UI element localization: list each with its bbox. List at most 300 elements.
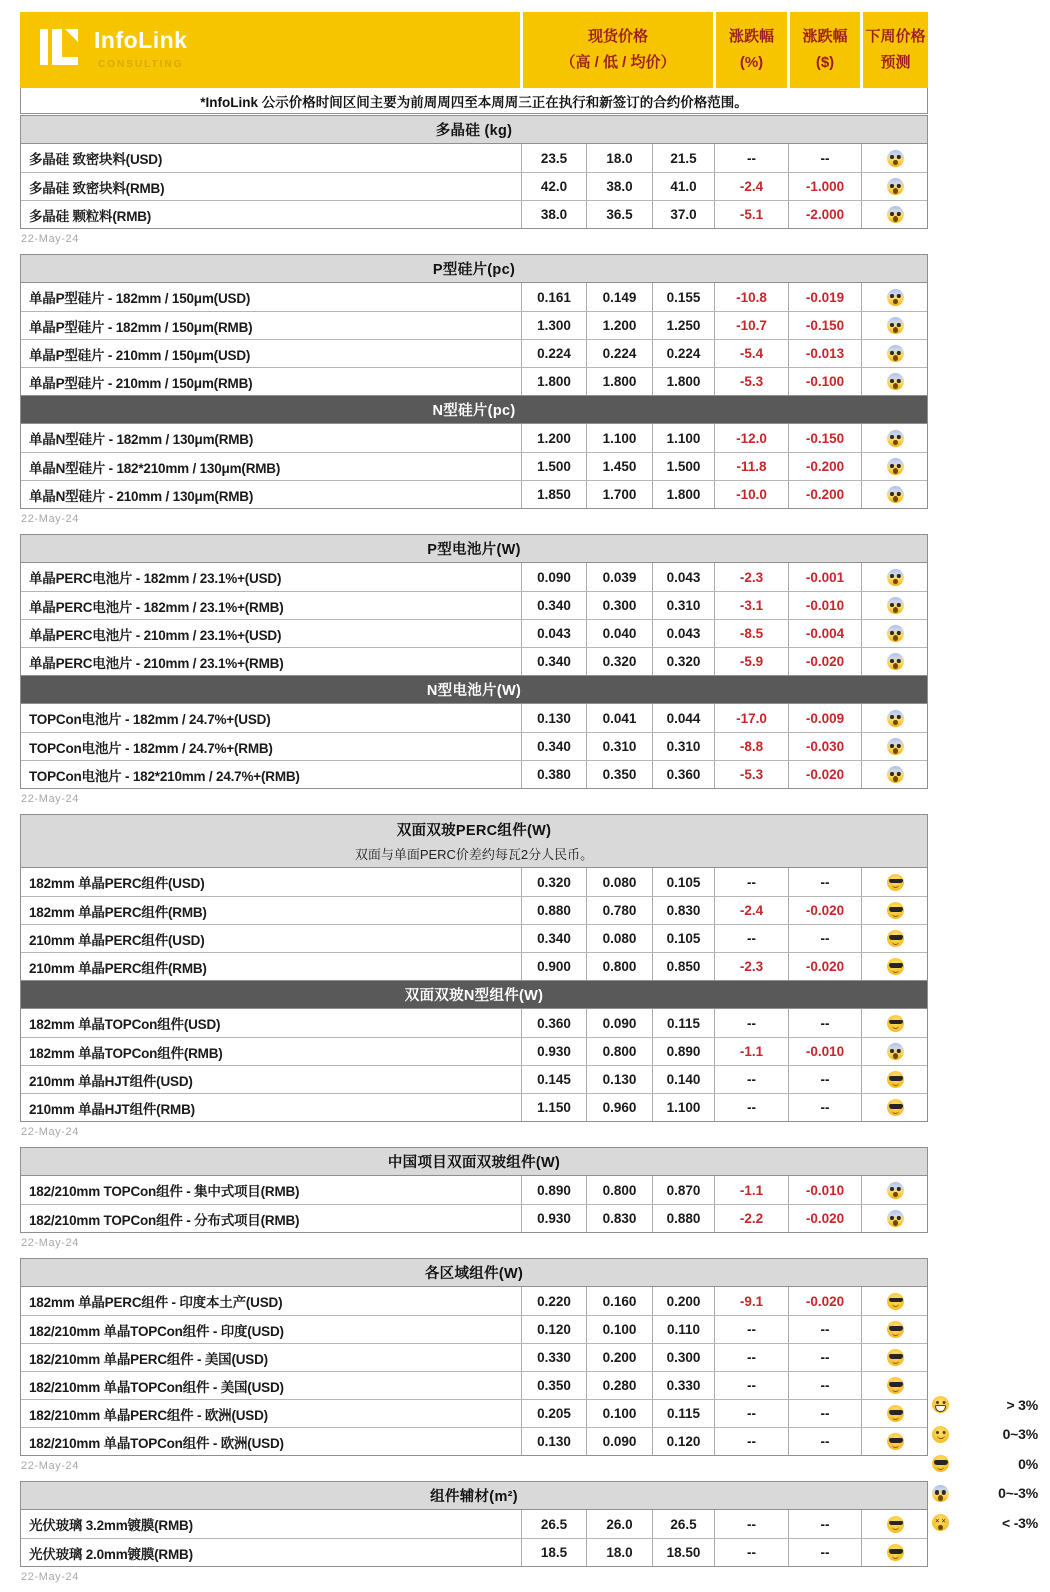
avg-price-cell: 1.800 — [652, 481, 714, 508]
high-price-cell: 0.224 — [521, 340, 586, 367]
forecast-cool-emoji-icon — [887, 930, 904, 947]
high-price-cell: 0.880 — [521, 897, 586, 924]
high-price-cell: 0.340 — [521, 925, 586, 952]
forecast-cool-emoji-icon — [887, 1015, 904, 1032]
forecast-cell — [861, 1287, 929, 1315]
avg-price-cell: 0.300 — [652, 1344, 714, 1371]
forecast-scream-emoji-icon — [887, 317, 904, 334]
high-price-cell: 1.200 — [521, 424, 586, 452]
avg-price-cell: 41.0 — [652, 173, 714, 200]
forecast-scream-emoji-icon — [887, 486, 904, 503]
legend-item — [932, 1420, 1038, 1450]
change-pct-cell: -- — [714, 1344, 788, 1371]
change-abs-cell: -0.001 — [788, 563, 861, 591]
price-report — [20, 12, 928, 1592]
avg-price-cell: 26.5 — [652, 1510, 714, 1538]
low-price-cell: 18.0 — [586, 1539, 652, 1566]
forecast-cell — [861, 925, 929, 952]
avg-price-cell: 0.140 — [652, 1066, 714, 1093]
column-header-forecast — [860, 12, 928, 88]
product-name-cell: 182mm 单晶TOPCon组件(USD) — [29, 1017, 221, 1032]
forecast-scream-emoji-icon — [887, 1210, 904, 1227]
forecast-cell — [861, 1009, 929, 1037]
forecast-cell — [861, 1510, 929, 1538]
forecast-cell — [861, 620, 929, 647]
change-pct-cell: -- — [714, 1510, 788, 1538]
product-name-cell: 182/210mm 单晶PERC组件 - 美国(USD) — [29, 1351, 268, 1367]
table-row — [21, 480, 927, 508]
low-price-cell: 0.090 — [586, 1428, 652, 1455]
low-price-cell: 0.041 — [586, 704, 652, 732]
forecast-label: 下周价格 — [865, 27, 926, 45]
change-abs-cell: -0.010 — [788, 1038, 861, 1065]
change-abs-cell: -- — [788, 1510, 861, 1538]
product-name-cell: TOPCon电池片 - 182mm / 24.7%+(USD) — [29, 712, 271, 727]
high-price-cell: 0.205 — [521, 1400, 586, 1427]
change-abs-cell: -0.020 — [788, 648, 861, 675]
high-price-cell: 0.340 — [521, 648, 586, 675]
brand-name: InfoLink — [94, 27, 188, 53]
low-price-cell: 0.350 — [586, 761, 652, 788]
low-price-cell: 1.100 — [586, 424, 652, 452]
change-pct-cell: -- — [714, 1400, 788, 1427]
change-pct-cell: -2.3 — [714, 953, 788, 980]
avg-price-cell: 1.100 — [652, 1094, 714, 1121]
table-row — [21, 452, 927, 480]
low-price-cell: 0.300 — [586, 592, 652, 619]
product-name-cell: 182mm 单晶PERC组件 - 印度本土产(USD) — [29, 1295, 283, 1310]
avg-price-cell: 0.043 — [652, 620, 714, 647]
table-row — [21, 1399, 927, 1427]
high-price-cell: 0.145 — [521, 1066, 586, 1093]
date-stamp: 22-May-24 — [21, 1460, 79, 1472]
forecast-cell — [861, 1038, 929, 1065]
change-abs-cell: -- — [788, 1344, 861, 1371]
table-row — [21, 591, 927, 619]
forecast-cell — [861, 1539, 929, 1566]
high-price-cell: 0.130 — [521, 704, 586, 732]
change-abs-cell: -0.200 — [788, 481, 861, 508]
section-header — [21, 980, 927, 1009]
forecast-cell — [861, 897, 929, 924]
high-price-cell: 0.900 — [521, 953, 586, 980]
change-pct-cell: -8.5 — [714, 620, 788, 647]
product-name-cell: 182mm 单晶PERC组件(USD) — [29, 876, 205, 891]
forecast-cool-emoji-icon — [887, 874, 904, 891]
change-abs-cell: -0.150 — [788, 424, 861, 452]
high-price-cell: 1.850 — [521, 481, 586, 508]
change-pct-cell: -2.3 — [714, 563, 788, 591]
change-abs-cell: -- — [788, 1539, 861, 1566]
masthead — [20, 12, 928, 88]
section-title: P型硅片(pc) — [432, 262, 516, 278]
change-pct-cell: -17.0 — [714, 704, 788, 732]
change-pct-cell: -8.8 — [714, 733, 788, 760]
table-row — [21, 1427, 927, 1455]
section-title: 中国项目双面双玻组件(W) — [387, 1155, 561, 1171]
table-row — [21, 647, 927, 675]
forecast-scream-emoji-icon — [887, 653, 904, 670]
high-price-cell: 0.120 — [521, 1316, 586, 1343]
change-abs-cell: -0.010 — [788, 592, 861, 619]
avg-price-cell: 0.890 — [652, 1038, 714, 1065]
forecast-cell — [861, 868, 929, 896]
forecast-cool-emoji-icon — [887, 1544, 904, 1561]
change-pct-cell: -1.1 — [714, 1176, 788, 1204]
table-row — [21, 563, 927, 591]
product-name-cell: 182/210mm 单晶TOPCon组件 - 印度(USD) — [29, 1323, 284, 1339]
forecast-cell — [861, 1066, 929, 1093]
logo-cell — [20, 12, 520, 88]
section-header — [21, 395, 927, 424]
price-note: *InfoLink 公示价格时间区间主要为前周周四至本周周三正在执行和新签订的合约价格范围。 — [20, 88, 928, 114]
section-title: N型硅片(pc) — [432, 403, 516, 419]
change-abs-cell: -- — [788, 868, 861, 896]
section-title: 多晶硅 (kg) — [435, 123, 513, 139]
low-price-cell: 0.800 — [586, 1038, 652, 1065]
change-abs-cell: -1.000 — [788, 173, 861, 200]
forecast-scream-emoji-icon — [887, 150, 904, 167]
section-header — [21, 675, 927, 704]
date-stamp: 22-May-24 — [21, 1571, 79, 1583]
table-row — [21, 424, 927, 452]
change-pct-cell: -5.4 — [714, 340, 788, 367]
change-pct-cell: -2.4 — [714, 897, 788, 924]
legend-item — [932, 1508, 1038, 1538]
forecast-cool-emoji-icon — [887, 1071, 904, 1088]
forecast-cell — [861, 1176, 929, 1204]
product-name-cell: TOPCon电池片 - 182*210mm / 24.7%+(RMB) — [29, 768, 300, 784]
change-abs-cell: -0.200 — [788, 453, 861, 480]
price-section — [21, 1482, 927, 1566]
change-abs-cell: -0.150 — [788, 312, 861, 339]
change-pct-label: 涨跌幅 — [728, 27, 774, 45]
change-pct-cell: -- — [714, 1316, 788, 1343]
product-name-cell: TOPCon电池片 - 182mm / 24.7%+(RMB) — [29, 740, 273, 756]
product-name-cell: 单晶PERC电池片 - 210mm / 23.1%+(RMB) — [29, 655, 284, 671]
change-pct-cell: -3.1 — [714, 592, 788, 619]
date-stamp: 22-May-24 — [21, 233, 79, 245]
product-name-cell: 182/210mm 单晶PERC组件 - 欧洲(USD) — [29, 1407, 268, 1423]
high-price-cell: 42.0 — [521, 173, 586, 200]
high-price-cell: 0.340 — [521, 733, 586, 760]
forecast-cell — [861, 1344, 929, 1371]
avg-price-cell: 0.105 — [652, 925, 714, 952]
spot-price-sublabel: （高 / 低 / 均价） — [560, 54, 676, 71]
forecast-cell — [861, 173, 929, 200]
high-price-cell: 1.800 — [521, 368, 586, 395]
change-pct-cell: -10.8 — [714, 283, 788, 311]
table-row — [21, 868, 927, 896]
table-row — [21, 952, 927, 980]
change-abs-cell: -0.030 — [788, 733, 861, 760]
low-price-cell: 0.130 — [586, 1066, 652, 1093]
forecast-cell — [861, 953, 929, 980]
change-abs-cell: -0.020 — [788, 1287, 861, 1315]
legend-label: > 3% — [1006, 1396, 1038, 1413]
change-pct-cell: -10.0 — [714, 481, 788, 508]
price-section — [21, 980, 927, 1121]
product-name-cell: 单晶P型硅片 - 210mm / 150μm(RMB) — [29, 375, 253, 391]
forecast-scream-emoji-icon — [887, 1043, 904, 1060]
low-price-cell: 0.280 — [586, 1372, 652, 1399]
forecast-cool-emoji-icon — [887, 1099, 904, 1116]
table-row — [21, 1510, 927, 1538]
low-price-cell: 0.830 — [586, 1205, 652, 1232]
forecast-cell — [861, 648, 929, 675]
change-pct-cell: -- — [714, 1009, 788, 1037]
date-stamp: 22-May-24 — [21, 513, 79, 525]
high-price-cell: 0.130 — [521, 1428, 586, 1455]
section-title: P型电池片(W) — [427, 542, 521, 558]
legend-item — [932, 1390, 1038, 1420]
low-price-cell: 38.0 — [586, 173, 652, 200]
forecast-cool-emoji-icon — [887, 1349, 904, 1366]
legend-label: 0~-3% — [998, 1485, 1038, 1502]
forecast-cell — [861, 340, 929, 367]
product-name-cell: 182/210mm 单晶TOPCon组件 - 欧洲(USD) — [29, 1435, 284, 1451]
high-price-cell: 1.500 — [521, 453, 586, 480]
price-section — [21, 535, 927, 675]
change-abs-cell: -- — [788, 925, 861, 952]
low-price-cell: 0.800 — [586, 953, 652, 980]
price-block — [20, 254, 928, 509]
high-price-cell: 0.161 — [521, 283, 586, 311]
table-row — [21, 1065, 927, 1093]
forecast-scream-emoji-icon — [887, 289, 904, 306]
forecast-cool-emoji-icon — [887, 1405, 904, 1422]
section-subtitle: 双面与单面PERC价差约每瓦2分人民币。 — [354, 847, 594, 862]
low-price-cell: 0.100 — [586, 1400, 652, 1427]
product-name-cell: 多晶硅 颗粒料(RMB) — [29, 208, 152, 224]
product-name-cell: 光伏玻璃 2.0mm镀膜(RMB) — [29, 1546, 193, 1562]
section-title: 双面双玻PERC组件(W) — [396, 823, 552, 839]
change-abs-cell: -0.020 — [788, 953, 861, 980]
change-pct-cell: -- — [714, 1094, 788, 1121]
high-price-cell: 0.330 — [521, 1344, 586, 1371]
change-abs-cell: -2.000 — [788, 201, 861, 228]
avg-price-cell: 0.120 — [652, 1428, 714, 1455]
logo-text — [94, 28, 187, 74]
table-row — [21, 924, 927, 952]
avg-price-cell: 0.880 — [652, 1205, 714, 1232]
product-name-cell: 单晶PERC电池片 - 210mm / 23.1%+(USD) — [29, 627, 282, 643]
legend-item — [932, 1479, 1038, 1509]
forecast-scream-emoji-icon — [887, 178, 904, 195]
avg-price-cell: 0.850 — [652, 953, 714, 980]
forecast-scream-emoji-icon — [887, 345, 904, 362]
section-title: N型电池片(W) — [426, 683, 522, 699]
avg-price-cell: 1.800 — [652, 368, 714, 395]
product-name-cell: 210mm 单晶PERC组件(RMB) — [29, 960, 207, 976]
avg-price-cell: 18.50 — [652, 1539, 714, 1566]
table-row — [21, 1371, 927, 1399]
change-pct-cell: -5.3 — [714, 761, 788, 788]
product-name-cell: 210mm 单晶HJT组件(USD) — [29, 1073, 193, 1089]
forecast-cell — [861, 453, 929, 480]
legend-smile-emoji-icon — [932, 1426, 949, 1443]
product-name-cell: 单晶N型硅片 - 182mm / 130μm(RMB) — [29, 432, 254, 447]
change-abs-unit: ($) — [815, 54, 835, 71]
change-pct-cell: -2.4 — [714, 173, 788, 200]
low-price-cell: 0.149 — [586, 283, 652, 311]
column-header-change-pct — [713, 12, 787, 88]
forecast-cell — [861, 1205, 929, 1232]
low-price-cell: 0.200 — [586, 1344, 652, 1371]
brand-subtitle: CONSULTING — [98, 59, 184, 71]
table-row — [21, 760, 927, 788]
date-stamp: 22-May-24 — [21, 1237, 79, 1249]
column-header-change-abs — [787, 12, 860, 88]
low-price-cell: 36.5 — [586, 201, 652, 228]
low-price-cell: 1.200 — [586, 312, 652, 339]
low-price-cell: 0.310 — [586, 733, 652, 760]
product-name-cell: 单晶N型硅片 - 182*210mm / 130μm(RMB) — [29, 460, 281, 476]
avg-price-cell: 0.155 — [652, 283, 714, 311]
table-row — [21, 283, 927, 311]
change-pct-cell: -- — [714, 1372, 788, 1399]
section-header — [21, 1148, 927, 1176]
change-abs-cell: -0.019 — [788, 283, 861, 311]
column-header-spot-price — [520, 12, 713, 88]
product-name-cell: 单晶PERC电池片 - 182mm / 23.1%+(RMB) — [29, 599, 284, 615]
change-pct-cell: -- — [714, 1428, 788, 1455]
avg-price-cell: 0.115 — [652, 1400, 714, 1427]
spot-price-label: 现货价格 — [587, 27, 648, 45]
low-price-cell: 26.0 — [586, 1510, 652, 1538]
change-abs-cell: -0.100 — [788, 368, 861, 395]
change-abs-cell: -0.020 — [788, 897, 861, 924]
avg-price-cell: 21.5 — [652, 144, 714, 172]
high-price-cell: 0.930 — [521, 1038, 586, 1065]
price-block — [20, 534, 928, 789]
high-price-cell: 0.890 — [521, 1176, 586, 1204]
change-pct-cell: -2.2 — [714, 1205, 788, 1232]
low-price-cell: 0.224 — [586, 340, 652, 367]
price-section — [21, 815, 927, 980]
change-pct-cell: -11.8 — [714, 453, 788, 480]
forecast-cell — [861, 592, 929, 619]
table-row — [21, 311, 927, 339]
change-pct-cell: -- — [714, 1066, 788, 1093]
avg-price-cell: 0.870 — [652, 1176, 714, 1204]
change-abs-cell: -- — [788, 144, 861, 172]
low-price-cell: 0.040 — [586, 620, 652, 647]
product-name-cell: 182/210mm TOPCon组件 - 集中式项目(RMB) — [29, 1184, 300, 1199]
low-price-cell: 0.039 — [586, 563, 652, 591]
table-row — [21, 704, 927, 732]
price-blocks — [20, 115, 928, 1588]
avg-price-cell: 0.110 — [652, 1316, 714, 1343]
product-name-cell: 210mm 单晶HJT组件(RMB) — [29, 1101, 195, 1117]
section-title: 双面双玻N型组件(W) — [404, 988, 544, 1004]
price-section — [21, 255, 927, 395]
high-price-cell: 0.340 — [521, 592, 586, 619]
table-row — [21, 1287, 927, 1315]
change-abs-label: 涨跌幅 — [802, 27, 848, 45]
change-abs-cell: -- — [788, 1316, 861, 1343]
avg-price-cell: 0.830 — [652, 897, 714, 924]
change-pct-cell: -- — [714, 144, 788, 172]
price-block — [20, 1258, 928, 1456]
low-price-cell: 1.800 — [586, 368, 652, 395]
low-price-cell: 0.100 — [586, 1316, 652, 1343]
legend-label: 0~3% — [1002, 1426, 1038, 1443]
change-abs-cell: -0.013 — [788, 340, 861, 367]
forecast-scream-emoji-icon — [887, 373, 904, 390]
change-abs-cell: -- — [788, 1372, 861, 1399]
forecast-cell — [861, 563, 929, 591]
product-name-cell: 单晶N型硅片 - 210mm / 130μm(RMB) — [29, 488, 254, 504]
section-header — [21, 116, 927, 144]
avg-price-cell: 0.043 — [652, 563, 714, 591]
forecast-scream-emoji-icon — [887, 569, 904, 586]
price-block — [20, 814, 928, 1122]
forecast-cell — [861, 1400, 929, 1427]
forecast-cell — [861, 481, 929, 508]
high-price-cell: 0.380 — [521, 761, 586, 788]
price-block — [20, 115, 928, 229]
change-abs-cell: -0.004 — [788, 620, 861, 647]
table-row — [21, 367, 927, 395]
price-block — [20, 1481, 928, 1567]
forecast-cell — [861, 312, 929, 339]
change-pct-cell: -- — [714, 1539, 788, 1566]
forecast-cell — [861, 704, 929, 732]
change-abs-cell: -- — [788, 1066, 861, 1093]
forecast-cell — [861, 1372, 929, 1399]
table-row — [21, 1093, 927, 1121]
forecast-cool-emoji-icon — [887, 902, 904, 919]
change-pct-unit: (%) — [739, 54, 764, 71]
legend-dizzy-emoji-icon — [932, 1514, 949, 1531]
change-pct-cell: -12.0 — [714, 424, 788, 452]
forecast-scream-emoji-icon — [887, 597, 904, 614]
product-name-cell: 单晶P型硅片 - 182mm / 150μm(USD) — [29, 291, 251, 306]
table-row — [21, 1315, 927, 1343]
low-price-cell: 0.960 — [586, 1094, 652, 1121]
forecast-cell — [861, 283, 929, 311]
change-abs-cell: -0.009 — [788, 704, 861, 732]
high-price-cell: 26.5 — [521, 1510, 586, 1538]
product-name-cell: 单晶PERC电池片 - 182mm / 23.1%+(USD) — [29, 571, 282, 586]
price-section — [21, 675, 927, 788]
high-price-cell: 0.320 — [521, 868, 586, 896]
section-title: 组件辅材(m²) — [430, 1489, 518, 1505]
forecast-cell — [861, 733, 929, 760]
forecast-sublabel: 预测 — [880, 54, 911, 71]
table-row — [21, 144, 927, 172]
price-block — [20, 1147, 928, 1233]
change-pct-cell: -1.1 — [714, 1038, 788, 1065]
forecast-cell — [861, 368, 929, 395]
infolink-logo-icon — [38, 26, 82, 70]
forecast-cool-emoji-icon — [887, 1516, 904, 1533]
product-name-cell: 多晶硅 致密块料(USD) — [29, 152, 163, 167]
table-row — [21, 172, 927, 200]
avg-price-cell: 0.115 — [652, 1009, 714, 1037]
avg-price-cell: 1.500 — [652, 453, 714, 480]
table-row — [21, 1538, 927, 1566]
forecast-cell — [861, 144, 929, 172]
low-price-cell: 0.780 — [586, 897, 652, 924]
low-price-cell: 0.800 — [586, 1176, 652, 1204]
forecast-scream-emoji-icon — [887, 766, 904, 783]
high-price-cell: 0.043 — [521, 620, 586, 647]
legend-scream-emoji-icon — [932, 1485, 949, 1502]
section-header — [21, 815, 927, 868]
forecast-cell — [861, 1094, 929, 1121]
